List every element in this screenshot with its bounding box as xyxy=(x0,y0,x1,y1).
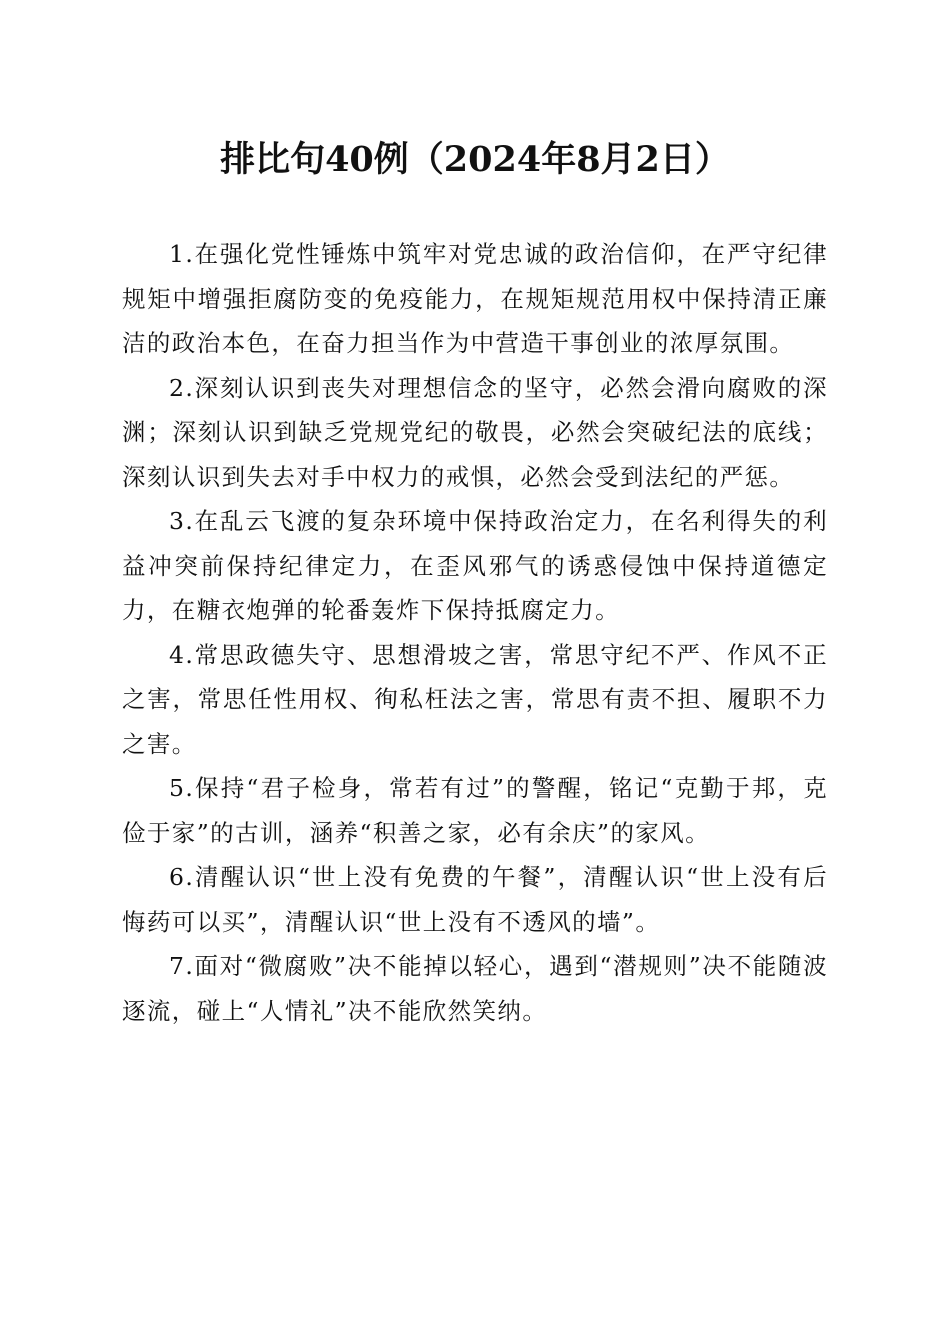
document-title: 排比句40例（2024年8月2日） xyxy=(220,139,730,180)
paragraph-2: 2.深刻认识到丧失对理想信念的坚守，必然会滑向腐败的深渊；深刻认识到缺乏党规党纪的敬畏，必然会突破纪法的底线；深刻认识到失去对手中权力的戒惧，必然会受到法纪的严惩。 xyxy=(122,373,828,491)
paragraph-4: 4.常思政德失守、思想滑坡之害，常思守纪不严、作风不正之害，常思任性用权、徇私枉法之害，常思有责不担、履职不力之害。 xyxy=(122,640,828,758)
paragraph-5: 5.保持“君子检身，常若有过”的警醒，铭记“克勤于邦，克俭于家”的古训，涵养“积善之家，必有余庆”的家风。 xyxy=(122,774,828,847)
paragraph-6: 6.清醒认识“世上没有免费的午餐”，清醒认识“世上没有后悔药可以买”，清醒认识“世上没有不透风的墙”。 xyxy=(122,863,828,936)
paragraph-3: 3.在乱云飞渡的复杂环境中保持政治定力，在名利得失的利益冲突前保持纪律定力，在歪风邪气的诱惑侵蚀中保持道德定力，在糖衣炮弹的轮番轰炸下保持抵腐定力。 xyxy=(122,507,828,624)
paragraph-7: 7.面对“微腐败”决不能掉以轻心，遇到“潜规则”决不能随波逐流，碰上“人情礼”决不能欣然笑纳。 xyxy=(122,952,828,1025)
paragraph-1: 1.在强化党性锤炼中筑牢对党忠诚的政治信仰，在严守纪律规矩中增强拒腐防变的免疫能力，在规矩规范用权中保持清正廉洁的政治本色，在奋力担当作为中营造干事创业的浓厚氛围。 xyxy=(122,240,828,357)
document-body xyxy=(122,232,828,1033)
